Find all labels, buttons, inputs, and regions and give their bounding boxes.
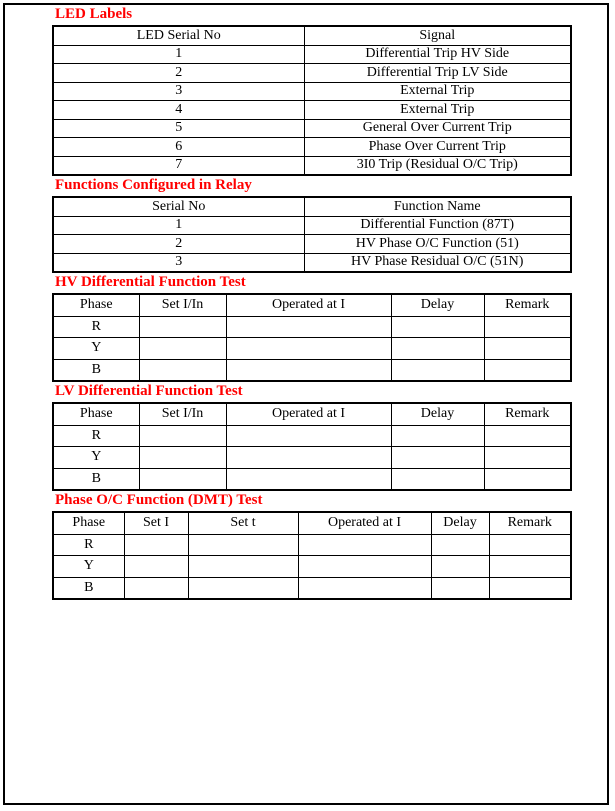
fill-in-cell[interactable] [489,534,571,556]
table-header-row [53,26,571,45]
table-row [53,119,571,138]
header-cell-remark: Remark [484,294,571,316]
fill-in-cell[interactable] [226,468,391,490]
fill-in-cell[interactable] [431,577,489,599]
lv-differential-test-table [52,402,572,491]
serial-cell: 2 [53,64,304,83]
header-cell-operated-at-i: Operated at I [226,403,391,425]
fill-in-cell[interactable] [139,338,226,360]
table-row [53,316,571,338]
table-row [53,556,571,578]
header-cell-set-i-in: Set I/In [139,294,226,316]
header-cell-operated-at-i: Operated at I [226,294,391,316]
section-heading-phase-oc-dmt-test: Phase O/C Function (DMT) Test [55,492,263,508]
phase-cell: R [53,425,139,447]
fill-in-cell[interactable] [298,556,431,578]
fill-in-cell[interactable] [391,468,484,490]
phase-cell: B [53,468,139,490]
fill-in-cell[interactable] [391,447,484,469]
fill-in-cell[interactable] [391,338,484,360]
fill-in-cell[interactable] [139,447,226,469]
led-labels-table [52,25,572,176]
table-row [53,235,571,254]
serial-cell: 7 [53,156,304,175]
header-cell-set-i-in: Set I/In [139,403,226,425]
hv-differential-test-table [52,293,572,382]
fill-in-cell[interactable] [484,338,571,360]
header-cell-delay: Delay [391,294,484,316]
serial-cell: 5 [53,119,304,138]
table-row [53,156,571,175]
table-row [53,425,571,447]
fill-in-cell[interactable] [124,534,188,556]
function-name-cell: HV Phase O/C Function (51) [304,235,571,254]
fill-in-cell[interactable] [431,556,489,578]
header-cell-phase: Phase [53,294,139,316]
phase-cell: Y [53,556,124,578]
fill-in-cell[interactable] [391,316,484,338]
fill-in-cell[interactable] [188,556,298,578]
fill-in-cell[interactable] [139,425,226,447]
signal-cell: External Trip [304,101,571,120]
serial-cell: 3 [53,82,304,101]
signal-cell: General Over Current Trip [304,119,571,138]
phase-cell: B [53,577,124,599]
table-header-row [53,403,571,425]
fill-in-cell[interactable] [188,534,298,556]
signal-cell: Phase Over Current Trip [304,138,571,157]
table-header-row [53,294,571,316]
fill-in-cell[interactable] [431,534,489,556]
table-row [53,468,571,490]
header-cell-set-i: Set I [124,512,188,534]
fill-in-cell[interactable] [226,338,391,360]
fill-in-cell[interactable] [139,316,226,338]
section-heading-functions-configured: Functions Configured in Relay [55,177,252,193]
table-row [53,64,571,83]
header-cell-operated-at-i: Operated at I [298,512,431,534]
header-cell-remark: Remark [489,512,571,534]
phase-cell: Y [53,338,139,360]
fill-in-cell[interactable] [298,577,431,599]
signal-cell: Differential Trip LV Side [304,64,571,83]
header-cell-set-t: Set t [188,512,298,534]
serial-cell: 1 [53,216,304,235]
function-name-cell: Differential Function (87T) [304,216,571,235]
table-header-row [53,197,571,216]
fill-in-cell[interactable] [226,447,391,469]
section-heading-led-labels: LED Labels [55,6,133,22]
serial-cell: 4 [53,101,304,120]
fill-in-cell[interactable] [226,425,391,447]
section-heading-hv-differential-test: HV Differential Function Test [55,274,246,290]
fill-in-cell[interactable] [124,577,188,599]
fill-in-cell[interactable] [391,359,484,381]
table-row [53,138,571,157]
fill-in-cell[interactable] [139,359,226,381]
fill-in-cell[interactable] [124,556,188,578]
header-cell-signal: Signal [304,26,571,45]
fill-in-cell[interactable] [484,468,571,490]
function-name-cell: HV Phase Residual O/C (51N) [304,253,571,272]
phase-cell: B [53,359,139,381]
signal-cell: External Trip [304,82,571,101]
header-cell-delay: Delay [431,512,489,534]
header-cell-function-name: Function Name [304,197,571,216]
table-row [53,216,571,235]
fill-in-cell[interactable] [188,577,298,599]
fill-in-cell[interactable] [391,425,484,447]
serial-cell: 1 [53,45,304,64]
phase-oc-dmt-test-table [52,511,572,600]
phase-cell: R [53,316,139,338]
phase-cell: Y [53,447,139,469]
fill-in-cell[interactable] [489,577,571,599]
table-row [53,447,571,469]
table-header-row [53,512,571,534]
signal-cell: 3I0 Trip (Residual O/C Trip) [304,156,571,175]
header-cell-delay: Delay [391,403,484,425]
header-cell-serial-no: Serial No [53,197,304,216]
table-row [53,359,571,381]
fill-in-cell[interactable] [484,359,571,381]
fill-in-cell[interactable] [226,359,391,381]
section-heading-lv-differential-test: LV Differential Function Test [55,383,243,399]
table-row [53,338,571,360]
fill-in-cell[interactable] [484,447,571,469]
table-row [53,101,571,120]
header-cell-led-serial-no: LED Serial No [53,26,304,45]
functions-configured-table [52,196,572,273]
phase-cell: R [53,534,124,556]
signal-cell: Differential Trip HV Side [304,45,571,64]
header-cell-remark: Remark [484,403,571,425]
table-row [53,45,571,64]
fill-in-cell[interactable] [226,316,391,338]
table-row [53,577,571,599]
fill-in-cell[interactable] [298,534,431,556]
document-content [52,5,570,600]
table-row [53,82,571,101]
serial-cell: 2 [53,235,304,254]
serial-cell: 3 [53,253,304,272]
table-row [53,253,571,272]
table-row [53,534,571,556]
fill-in-cell[interactable] [139,468,226,490]
fill-in-cell[interactable] [489,556,571,578]
fill-in-cell[interactable] [484,425,571,447]
header-cell-phase: Phase [53,403,139,425]
header-cell-phase: Phase [53,512,124,534]
serial-cell: 6 [53,138,304,157]
fill-in-cell[interactable] [484,316,571,338]
